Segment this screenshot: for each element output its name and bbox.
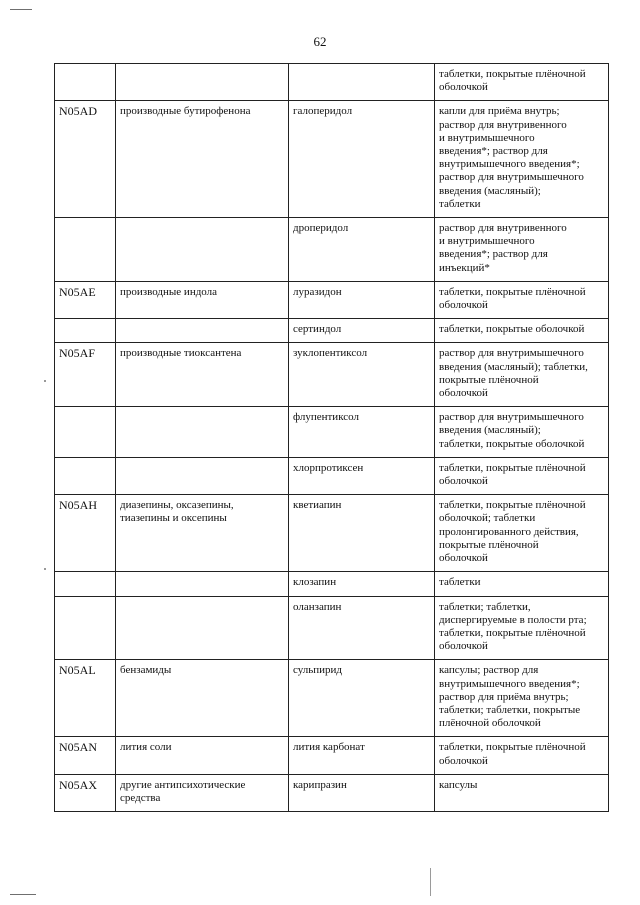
drug-name-cell: галоперидол	[289, 101, 435, 218]
atc-code-cell: N05AH	[55, 495, 116, 572]
dosage-form-cell: капсулы; раствор для внутримышечного введения*; раствор для приёма внутрь; таблетки; таблетки, покрытые плёночной оболочкой	[435, 660, 609, 737]
scan-edge-mark	[10, 9, 32, 10]
atc-code-cell	[55, 319, 116, 343]
table-row	[55, 737, 609, 774]
table-row	[55, 319, 609, 343]
drug-name-cell: дроперидол	[289, 218, 435, 282]
table-row	[55, 596, 609, 660]
dosage-form-cell: таблетки, покрытые оболочкой	[435, 319, 609, 343]
drug-name-cell: кветиапин	[289, 495, 435, 572]
dosage-form-cell: капсулы	[435, 774, 609, 811]
dosage-form-cell: капли для приёма внутрь; раствор для внутривенного и внутримышечного введения*; раствор для внутримышечного введения*; раствор для внутримышечного введения (масляный); таблетки	[435, 101, 609, 218]
dosage-form-cell: таблетки, покрытые плёночной оболочкой	[435, 64, 609, 101]
drug-name-cell: клозапин	[289, 572, 435, 596]
dosage-form-cell: раствор для внутривенного и внутримышечного введения*; раствор для инъекций*	[435, 218, 609, 282]
dosage-form-cell: таблетки; таблетки, диспергируемые в полости рта; таблетки, покрытые плёночной оболочкой	[435, 596, 609, 660]
dosage-form-cell: раствор для внутримышечного введения (масляный); таблетки, покрытые плёночной оболочкой	[435, 343, 609, 407]
table-row	[55, 343, 609, 407]
table-row	[55, 281, 609, 318]
table-row	[55, 407, 609, 458]
drug-name-cell: лития карбонат	[289, 737, 435, 774]
drug-name-cell: хлорпротиксен	[289, 457, 435, 494]
table-row	[55, 774, 609, 811]
group-name-cell	[116, 64, 289, 101]
medication-table-body	[55, 64, 609, 812]
group-name-cell: производные тиоксантена	[116, 343, 289, 407]
atc-code-cell: N05AE	[55, 281, 116, 318]
group-name-cell	[116, 407, 289, 458]
group-name-cell	[116, 457, 289, 494]
group-name-cell: бензамиды	[116, 660, 289, 737]
drug-name-cell: луразидон	[289, 281, 435, 318]
table-row	[55, 64, 609, 101]
atc-code-cell	[55, 457, 116, 494]
drug-name-cell: зуклопентиксол	[289, 343, 435, 407]
dosage-form-cell: таблетки, покрытые плёночной оболочкой; таблетки пролонгированного действия, покрытые плёночной оболочкой	[435, 495, 609, 572]
page-number: 62	[313, 34, 327, 49]
dosage-form-cell: таблетки, покрытые плёночной оболочкой	[435, 457, 609, 494]
group-name-cell: диазепины, оксазепины, тиазепины и оксепины	[116, 495, 289, 572]
table-row	[55, 218, 609, 282]
drug-name-cell: сульпирид	[289, 660, 435, 737]
atc-code-cell	[55, 64, 116, 101]
scan-edge-mark	[10, 894, 36, 895]
atc-code-cell: N05AL	[55, 660, 116, 737]
group-name-cell: другие антипсихотические средства	[116, 774, 289, 811]
table-row	[55, 660, 609, 737]
medication-table	[54, 63, 609, 812]
atc-code-cell: N05AX	[55, 774, 116, 811]
drug-name-cell: оланзапин	[289, 596, 435, 660]
atc-code-cell: N05AF	[55, 343, 116, 407]
atc-code-cell: N05AD	[55, 101, 116, 218]
drug-name-cell: карипразин	[289, 774, 435, 811]
table-row	[55, 101, 609, 218]
drug-name-cell	[289, 64, 435, 101]
scan-speck	[44, 568, 46, 570]
table-row	[55, 495, 609, 572]
atc-code-cell: N05AN	[55, 737, 116, 774]
scan-edge-mark	[430, 868, 431, 896]
drug-name-cell: флупентиксол	[289, 407, 435, 458]
atc-code-cell	[55, 407, 116, 458]
group-name-cell	[116, 218, 289, 282]
dosage-form-cell: таблетки, покрытые плёночной оболочкой	[435, 737, 609, 774]
drug-name-cell: сертиндол	[289, 319, 435, 343]
scan-speck	[44, 380, 46, 382]
group-name-cell	[116, 319, 289, 343]
dosage-form-cell: таблетки	[435, 572, 609, 596]
group-name-cell	[116, 596, 289, 660]
group-name-cell: производные бутирофенона	[116, 101, 289, 218]
table-row	[55, 457, 609, 494]
dosage-form-cell: раствор для внутримышечного введения (масляный); таблетки, покрытые оболочкой	[435, 407, 609, 458]
dosage-form-cell: таблетки, покрытые плёночной оболочкой	[435, 281, 609, 318]
group-name-cell: лития соли	[116, 737, 289, 774]
table-row	[55, 572, 609, 596]
group-name-cell: производные индола	[116, 281, 289, 318]
atc-code-cell	[55, 596, 116, 660]
atc-code-cell	[55, 218, 116, 282]
atc-code-cell	[55, 572, 116, 596]
group-name-cell	[116, 572, 289, 596]
